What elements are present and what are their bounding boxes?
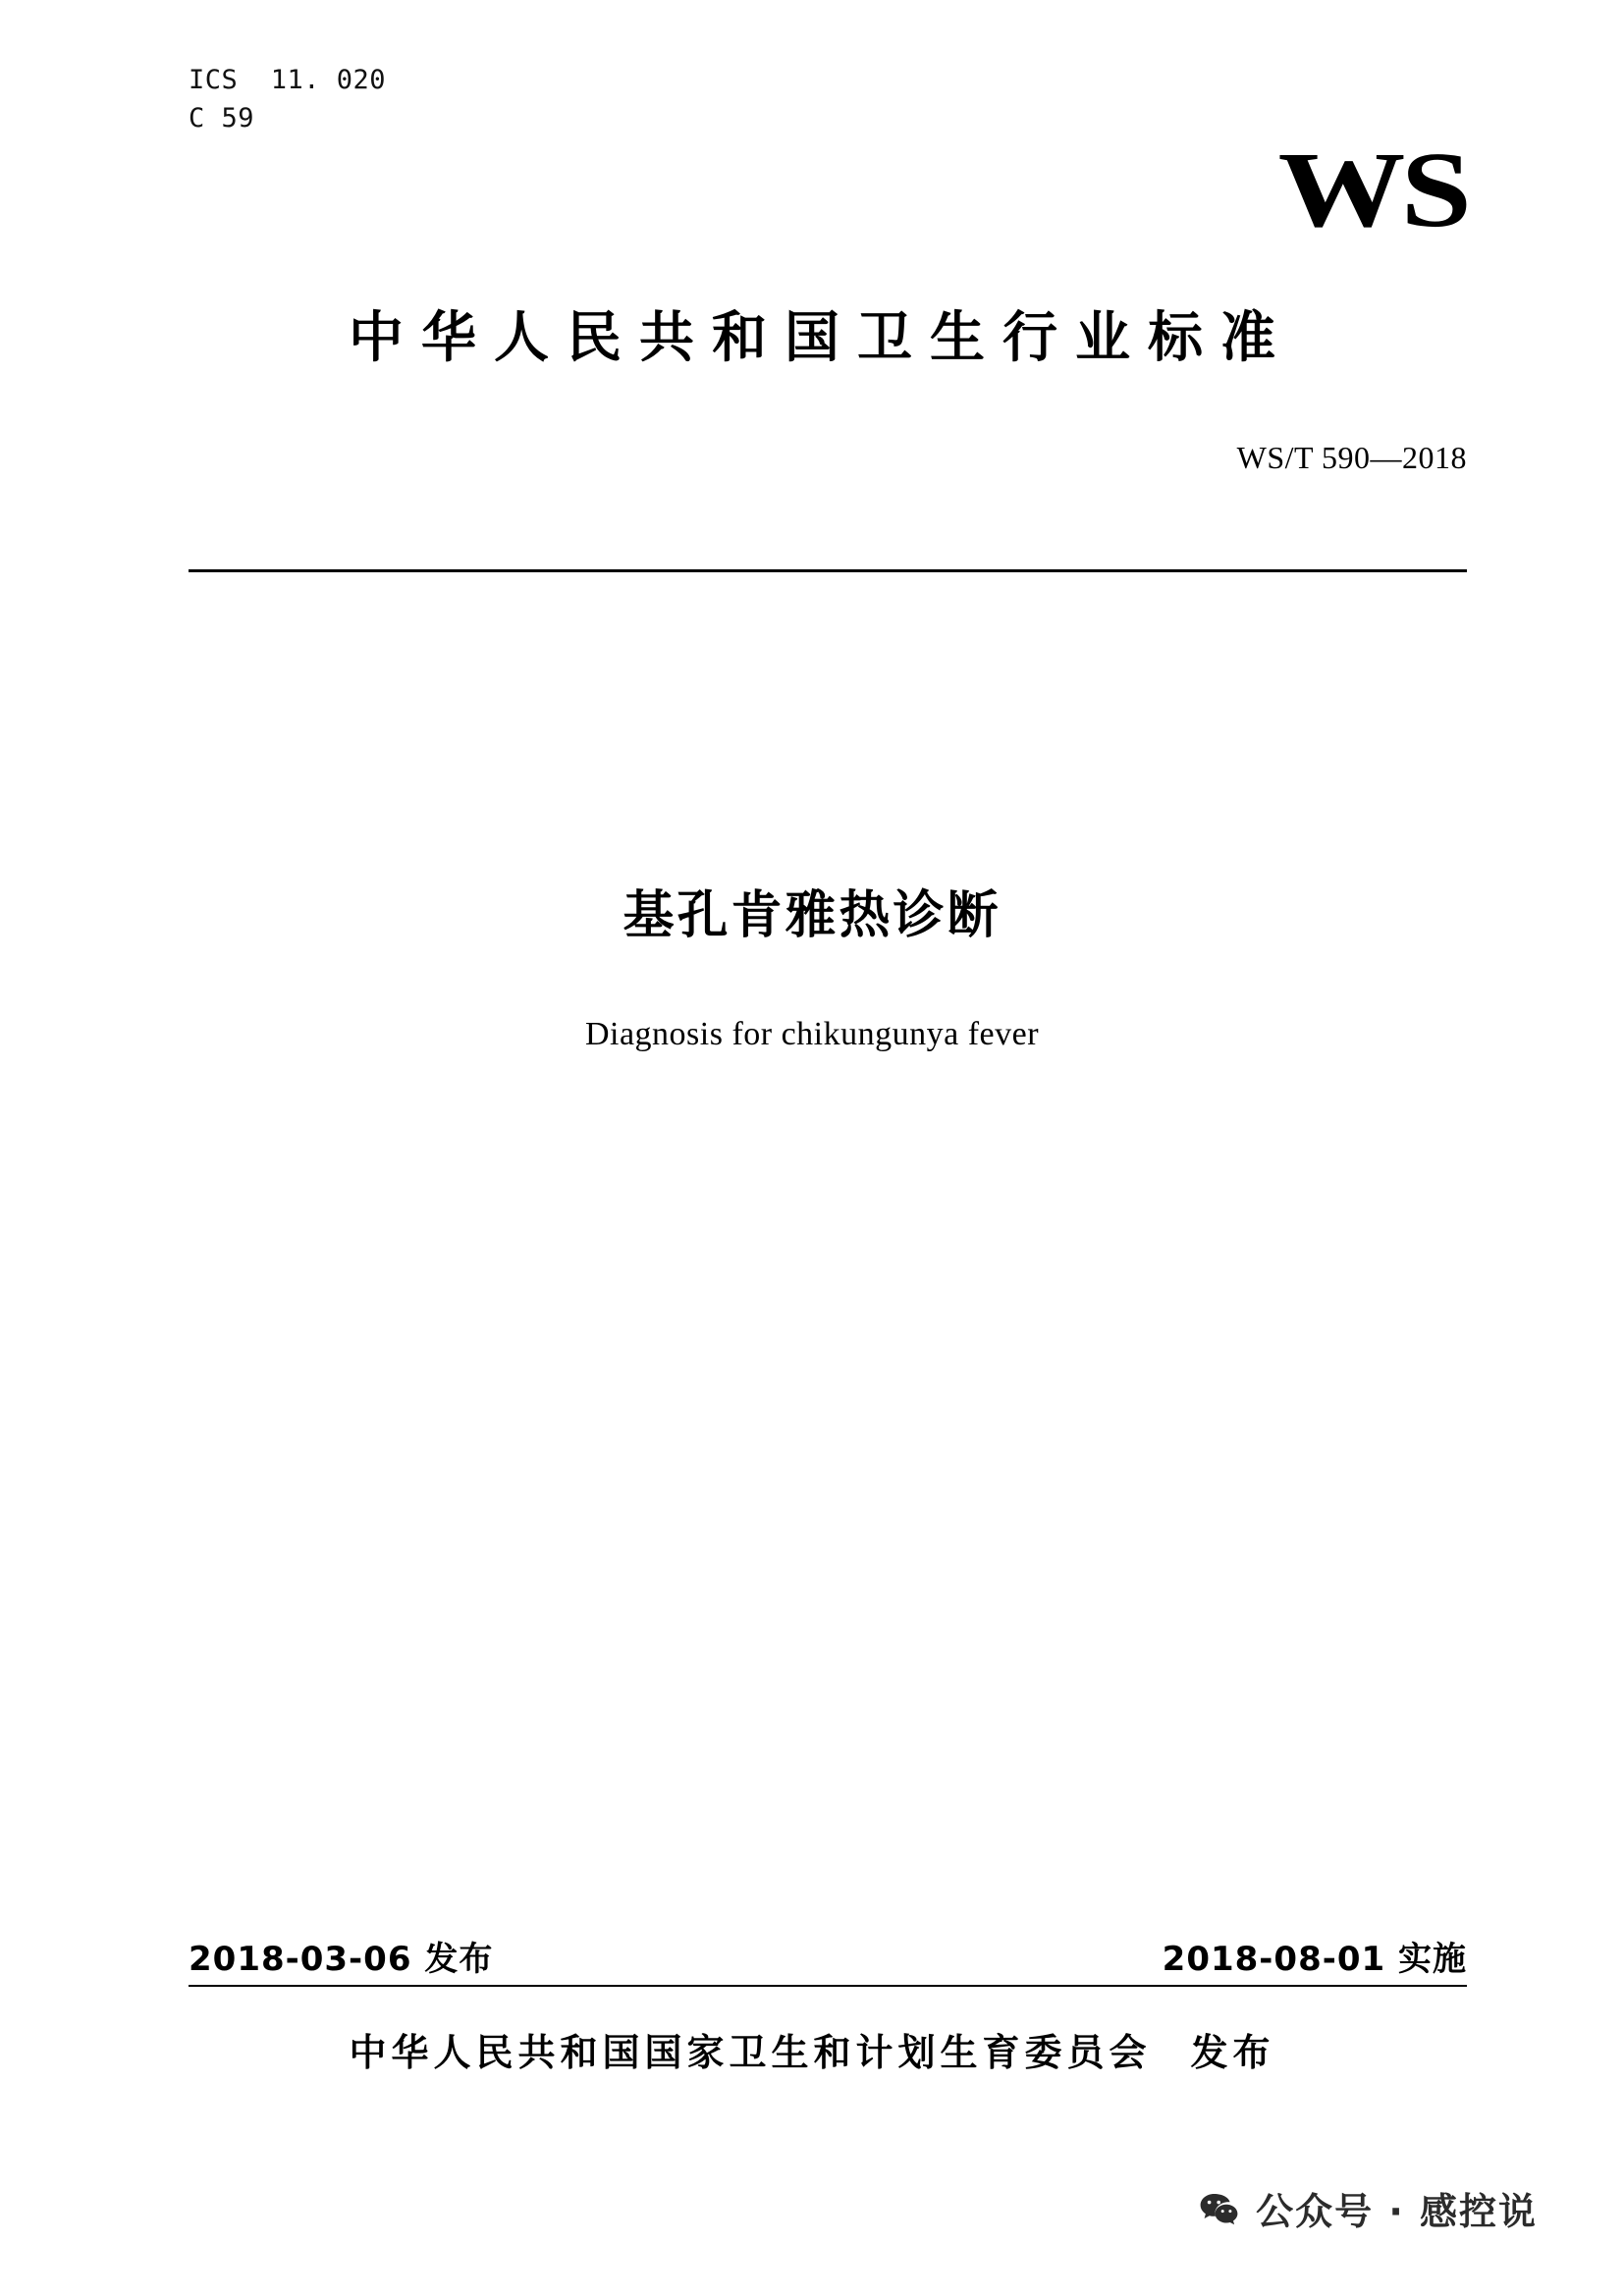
header-divider — [189, 569, 1467, 572]
document-title-english: Diagnosis for chikungunya fever — [584, 1016, 1040, 1052]
publisher-name: 中华人民共和国国家卫生和计划生育委员会 — [349, 2031, 1152, 2074]
document-title-chinese: 基孔肯雅热诊断 — [623, 886, 1001, 945]
wechat-account-name: 公众号 · 感控说 — [1256, 2190, 1538, 2233]
ws-logo: WS — [1277, 130, 1467, 249]
date-row — [189, 1932, 1467, 1980]
footer-divider — [189, 1985, 1467, 1987]
publisher-line — [0, 2022, 1624, 2076]
classification-code: C 59 — [189, 103, 255, 134]
wechat-icon — [1197, 2187, 1240, 2230]
standard-number: WS/T 590—2018 — [1236, 440, 1467, 475]
effective-date: 2018-08-01 实施 — [1162, 1940, 1467, 1979]
issue-date: 2018-03-06 发布 — [189, 1940, 494, 1979]
publisher-suffix: 发布 — [1190, 2031, 1275, 2074]
wechat-watermark — [1197, 2181, 1538, 2235]
ics-code: ICS 11. 020 — [189, 65, 387, 95]
ics-block — [189, 61, 386, 137]
national-standard-title: 中华人民共和国卫生行业标准 — [349, 306, 1293, 370]
